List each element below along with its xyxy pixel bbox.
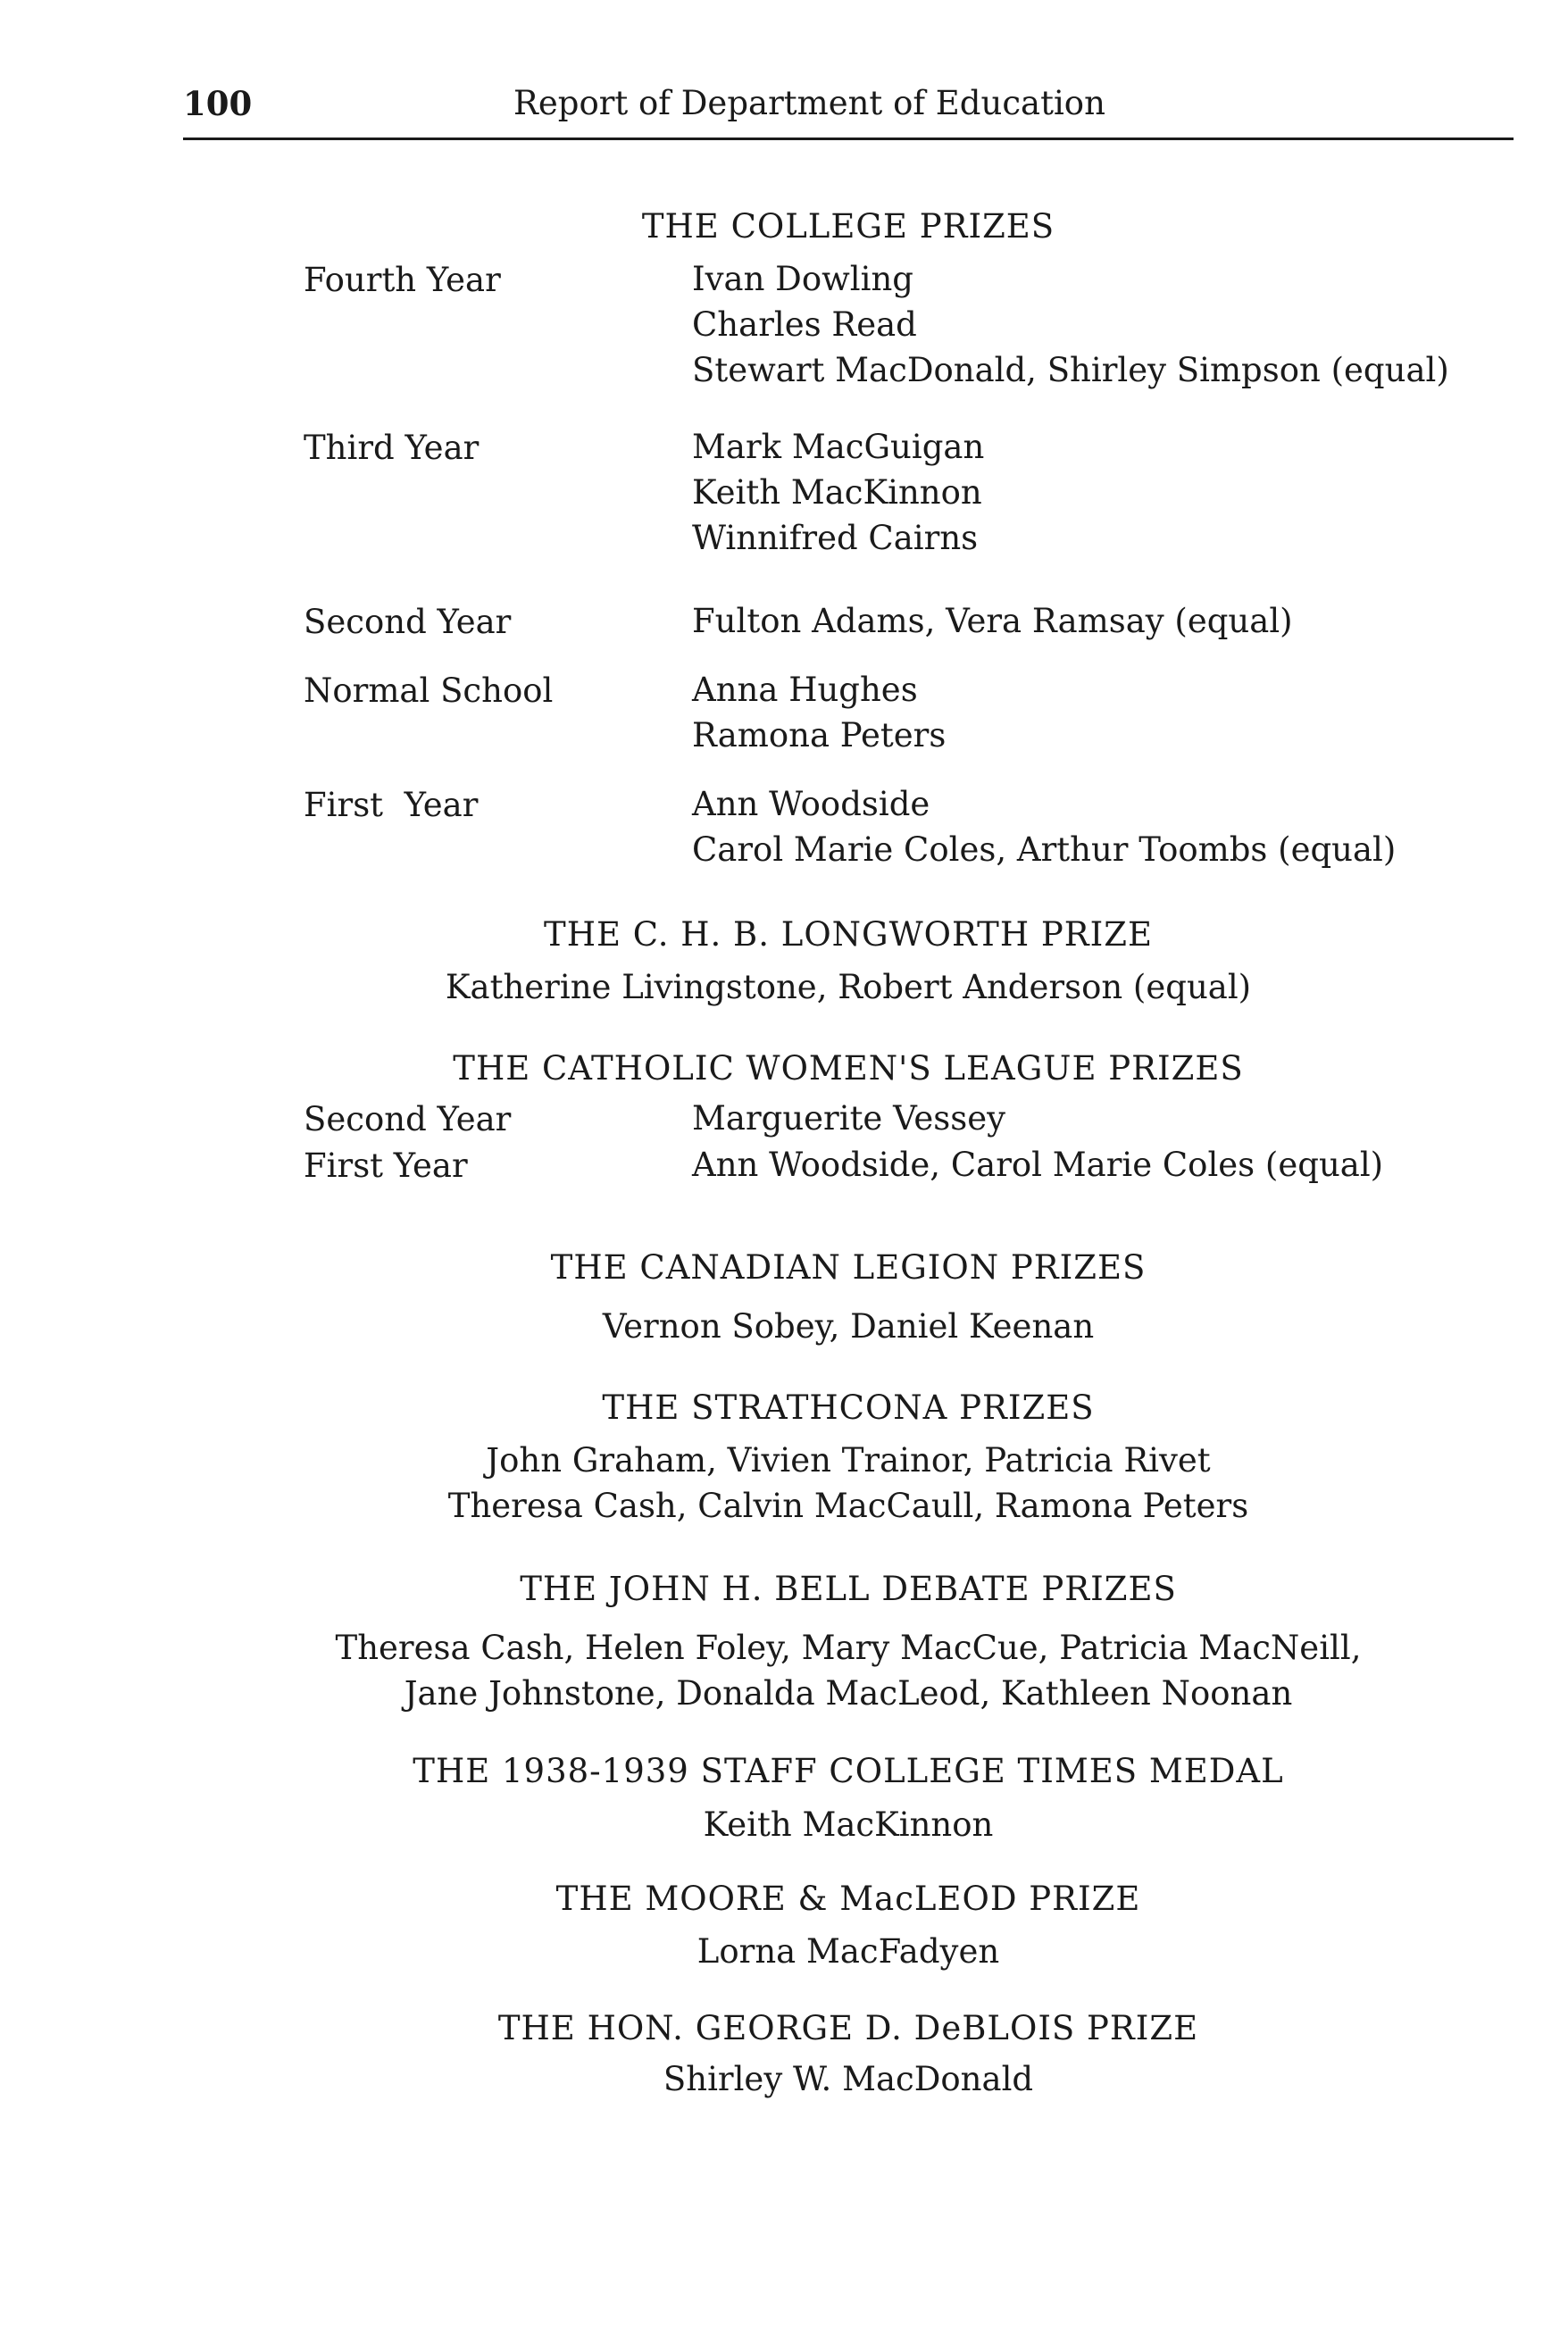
college-row-names: [692, 781, 1396, 872]
deblois-names: [183, 2056, 1514, 2102]
winner-name: Mark MacGuigan: [692, 428, 985, 466]
deblois-title: THE HON. GEORGE D. DeBLOIS PRIZE: [497, 2009, 1199, 2047]
college-row-names: [692, 256, 1449, 393]
strathcona-names: [183, 1438, 1514, 1529]
cwl-row-label: Second Year: [304, 1100, 512, 1138]
times-medal-title: THE 1938-1939 STAFF COLLEGE TIMES MEDAL: [413, 1752, 1284, 1790]
winner-name: Marguerite Vessey: [692, 1099, 1006, 1138]
college-prizes-title: THE COLLEGE PRIZES: [641, 207, 1055, 246]
winner-name: Anna Hughes: [692, 671, 918, 709]
winner-name: Lorna MacFadyen: [696, 1932, 1000, 1971]
winner-name: Shirley W. MacDonald: [663, 2060, 1034, 2098]
legion-names: [183, 1304, 1514, 1349]
winner-name: Keith MacKinnon: [703, 1805, 994, 1844]
winner-name: Ramona Peters: [692, 716, 947, 754]
longworth-names: [183, 964, 1514, 1010]
college-row-label: Fourth Year: [304, 261, 501, 299]
college-row-label: Second Year: [304, 603, 512, 641]
cwl-row-label: First Year: [304, 1146, 468, 1185]
winner-name: Fulton Adams, Vera Ramsay (equal): [692, 602, 1293, 640]
running-title: Report of Department of Education: [513, 84, 1105, 122]
college-row-label: Third Year: [304, 429, 480, 467]
college-row-names: [692, 667, 946, 758]
winner-name: Jane Johnstone, Donalda MacLeod, Kathleen Noonan: [404, 1674, 1293, 1713]
winner-name: Stewart MacDonald, Shirley Simpson (equal): [692, 351, 1449, 389]
winner-name: Keith MacKinnon: [692, 473, 982, 512]
winner-name: John Graham, Vivien Trainor, Patricia Rivet: [486, 1441, 1211, 1480]
college-row-label: Normal School: [304, 671, 554, 710]
winner-name: Theresa Cash, Calvin MacCaull, Ramona Peters: [447, 1487, 1249, 1525]
cwl-row-names: [692, 1142, 1383, 1188]
times-medal-names: [183, 1802, 1514, 1847]
winner-name: Ivan Dowling: [692, 260, 913, 298]
college-row-names: [692, 598, 1293, 644]
longworth-title: THE C. H. B. LONGWORTH PRIZE: [544, 915, 1153, 954]
bell-title: THE JOHN H. BELL DEBATE PRIZES: [520, 1570, 1177, 1608]
moore-macleod-names: [183, 1929, 1514, 1974]
winner-name: Winnifred Cairns: [692, 519, 979, 557]
bell-names: [183, 1625, 1514, 1716]
legion-title: THE CANADIAN LEGION PRIZES: [550, 1248, 1147, 1287]
winner-name: Ann Woodside, Carol Marie Coles (equal): [692, 1146, 1384, 1184]
winner-name: Carol Marie Coles, Arthur Toombs (equal): [692, 830, 1397, 869]
cwl-title: THE CATHOLIC WOMEN'S LEAGUE PRIZES: [453, 1049, 1244, 1088]
page-number: 100: [183, 84, 253, 123]
winner-name: Katherine Livingstone, Robert Anderson (equal): [445, 968, 1252, 1006]
strathcona-title: THE STRATHCONA PRIZES: [602, 1388, 1095, 1427]
cwl-row-names: [692, 1096, 1005, 1141]
page-header: [183, 84, 1514, 140]
winner-name: Ann Woodside: [692, 785, 930, 823]
college-row-label: First Year: [304, 786, 479, 824]
moore-macleod-title: THE MOORE & MacLEOD PRIZE: [555, 1880, 1141, 1918]
winner-name: Theresa Cash, Helen Foley, Mary MacCue, Patricia MacNeill,: [335, 1629, 1362, 1667]
college-row-names: [692, 424, 984, 561]
winner-name: Vernon Sobey, Daniel Keenan: [602, 1307, 1095, 1346]
winner-name: Charles Read: [692, 305, 917, 344]
